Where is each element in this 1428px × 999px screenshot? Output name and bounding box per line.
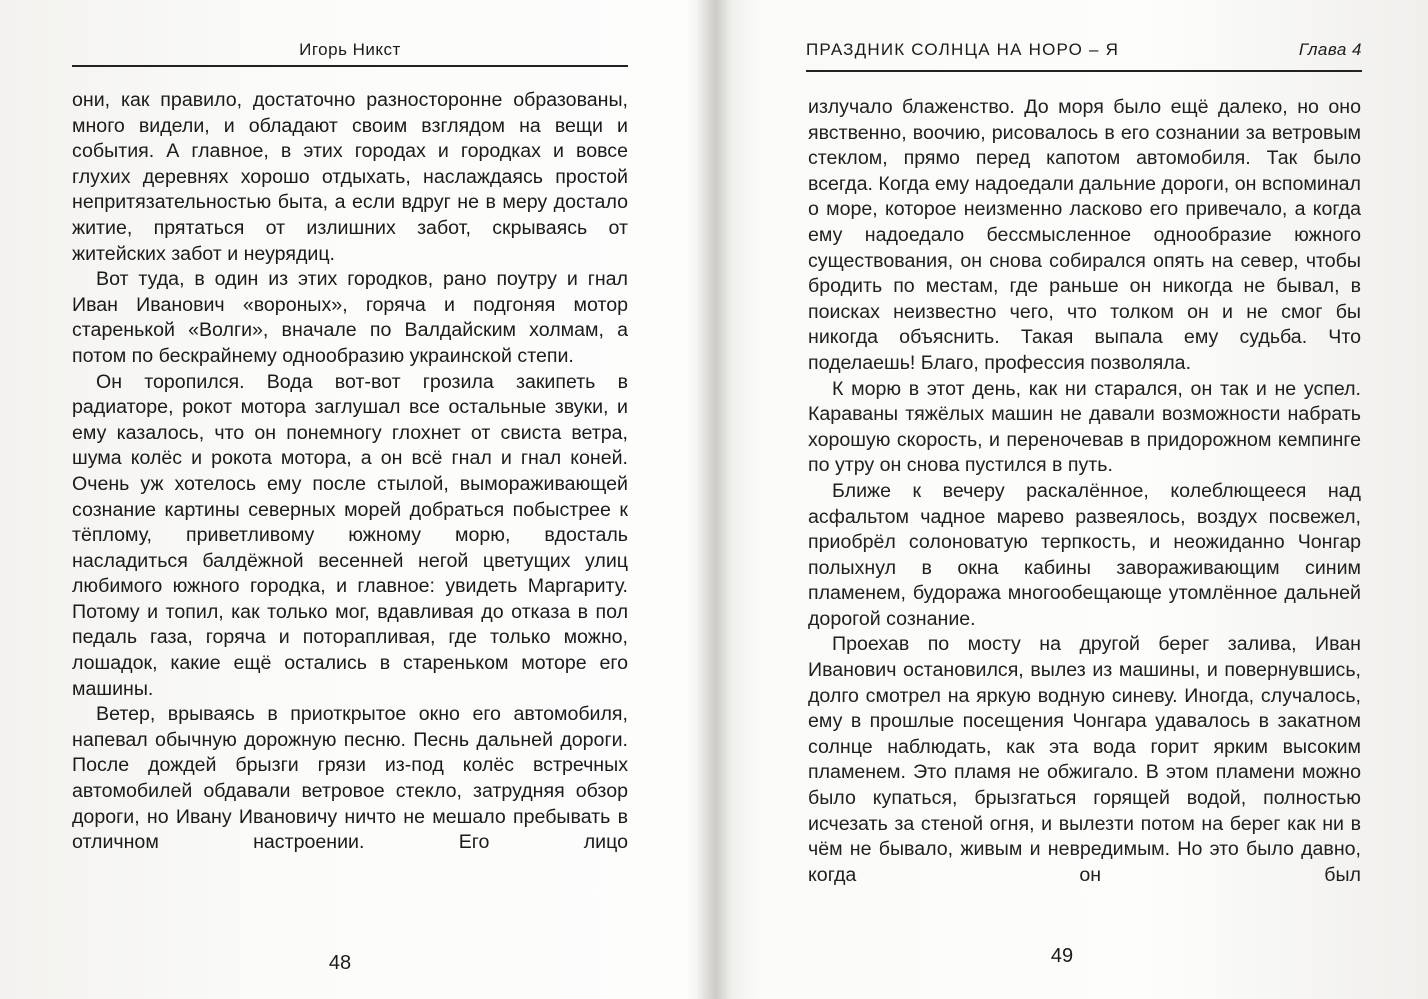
paragraph: Вот туда, в один из этих городков, рано поутру и гнал Иван Иванович «вороных», горяча и подгоняя мотор старенькой «Волги», вначале по Валдайским холмам, а потом по бескрайнему однообразию украинской степи.	[72, 268, 628, 367]
paragraph: Ветер, врываясь в приоткрытое окно его автомобиля, напевал обычную дорожную песню. Песнь дальней дороги. После дождей брызги грязи из-под колёс встречных автомобилей обдавали ветровое стекло, затрудняя обзор дороги, но Ивану Ивановичу ничто не мешало пребывать в отличном настроении. Его лицо	[72, 703, 628, 854]
right-page	[728, 0, 1428, 999]
body-text	[72, 88, 628, 856]
page-number: 49	[1050, 945, 1074, 967]
header-rule	[72, 65, 628, 67]
running-head-title: ПРАЗДНИК СОЛНЦА НА НОРО – Я	[806, 40, 1120, 59]
paragraph: К морю в этот день, как ни старался, он так и не успел. Караваны тяжёлых машин не давали возможности набрать хорошую скорость, и переночевав в придорожном кемпинге по утру он снова пустился в путь.	[808, 377, 1361, 477]
running-head	[806, 40, 1362, 62]
book-gutter	[696, 0, 732, 999]
running-head-chapter: Глава 4	[1298, 40, 1362, 59]
paragraph: Проехав по мосту на другой берег залива, Иван Иванович остановился, вылез из машины, и повернувшись, долго смотрел на яркую водную синеву. Иногда, случалось, ему в прошлые посещения Чонгара удавалось в закатном солнце наблюдать, как эта вода горит ярким высоким пламенем. Это пламя не обжигало. В этом пламени можно было купаться, брызгаться горящей водой, полностью исчезать за стеной огня, и вылезти потом на берег как ни в чём не бывало, живым и невредимым. Но это было давно, когда он был	[808, 633, 1361, 886]
header-rule	[806, 70, 1362, 72]
paragraph: Ближе к вечеру раскалённое, колеблющееся над асфальтом чадное марево развеялось, воздух посвежел, приобрёл солоноватую терпкость, и неожиданно Чонгар полыхнул в окна кабины завораживающим синим пламенем, будоража многообещающе утомлённое дальней дорогой сознание.	[808, 479, 1361, 630]
left-page	[0, 0, 700, 999]
paragraph: излучало блаженство. До моря было ещё далеко, но оно явственно, воочию, рисовалось в его сознании за ветровым стеклом, прямо перед капотом автомобиля. Так было всегда. Когда ему надоедали дальние дороги, он вспоминал о море, которое неизменно ласково его привечало, а когда ему надоедало бессмысленное однообразие южного существования, он снова собирался опять на север, чтобы бродить по местам, где раньше он никогда не бывал, в поисках неизвестно чего, что толком он и не смог бы никогда объяснить. Такая выпала ему судьба. Что поделаешь! Благо, профессия позволяла.	[808, 96, 1361, 374]
paragraph: Он торопился. Вода вот-вот грозила закипеть в радиаторе, рокот мотора заглушал все остальные звуки, и ему казалось, что он понемногу глохнет от свиста ветра, шума колёс и рокота мотора, а он всё гнал и гнал коней. Очень уж хотелось ему после стылой, вымораживающей сознание картины северных морей добраться побыстрее к тёплому, приветливому южному морю, вдосталь насладиться балдёжной весенней негой цветущих улиц любимого южного городка, и главное: увидеть Маргариту. Потому и топил, как только мог, вдавливая до отказа в пол педаль газа, горяча и поторапливая, где только можно, лошадок, какие ещё остались в стареньком моторе его машины.	[72, 370, 628, 700]
paragraph: они, как правило, достаточно разносторонне образованы, много видели, и обладают своим взглядом на вещи и события. А главное, в этих городах и городках и вовсе глухих деревнях хорошо отдыхать, наслаждаясь простой непритязательностью быта, а если вдруг не в меру достало житие, прятаться от излишних забот, скрываясь от житейских забот и неурядиц.	[72, 89, 628, 265]
body-text	[808, 95, 1361, 888]
page-number: 48	[328, 952, 352, 974]
running-head-author: Игорь Никст	[299, 40, 401, 59]
